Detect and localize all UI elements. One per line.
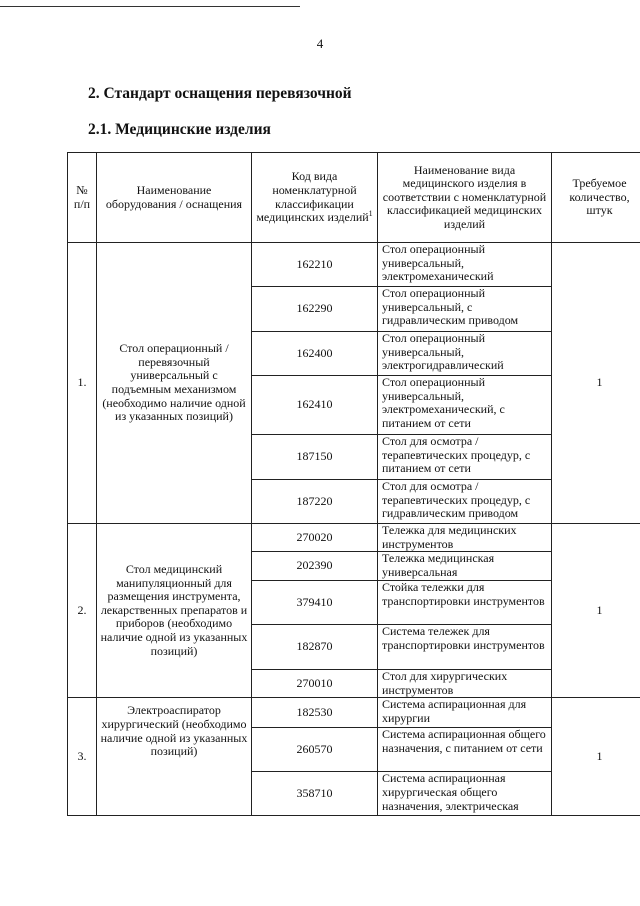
classification-code: 162210 — [252, 243, 378, 287]
section-heading: 2. Стандарт оснащения перевязочной — [88, 85, 352, 102]
header-num: № п/п — [68, 153, 97, 243]
header-equipment: Наименование оборудования / оснащения — [97, 153, 252, 243]
device-kind-name: Стол для хирургических инструментов — [378, 670, 552, 698]
table-header-row — [68, 153, 640, 243]
classification-code: 187150 — [252, 435, 378, 480]
device-kind-name: Стол операционный универсальный, электромеханический — [378, 243, 552, 287]
header-kind: Наименование вида медицинского изделия в соответствии с номенклатурной классификацией медицинских изделий — [378, 153, 552, 243]
device-kind-name: Стол для осмотра / терапевтических процедур, с питанием от сети — [378, 435, 552, 480]
required-quantity: 1 — [552, 524, 640, 698]
header-qty: Требуемое количество, штук — [552, 153, 640, 243]
device-kind-name: Стойка тележки для транспортировки инструментов — [378, 581, 552, 625]
classification-code: 162400 — [252, 332, 378, 376]
page-number: 4 — [316, 36, 324, 51]
header-code-text: Код вида номенклатурной классификации медицинских изделий — [256, 169, 369, 225]
device-kind-name: Тележка медицинская универсальная — [378, 552, 552, 581]
table-row — [68, 698, 640, 728]
equipment-name: Стол медицинский манипуляционный для размещения инструмента, лекарственных препаратов и приборов (необходимо наличие одной из указанных позиций) — [97, 524, 252, 698]
table-row — [68, 524, 640, 552]
device-kind-name: Система аспирационная общего назначения, с питанием от сети — [378, 728, 552, 772]
required-quantity: 1 — [552, 243, 640, 524]
device-kind-name: Стол операционный универсальный, с гидравлическим приводом — [378, 287, 552, 332]
device-kind-name: Система тележек для транспортировки инструментов — [378, 625, 552, 670]
device-kind-name: Стол операционный универсальный, электрогидравлический — [378, 332, 552, 376]
row-number: 3. — [68, 698, 97, 816]
table-row — [68, 243, 640, 287]
classification-code: 182870 — [252, 625, 378, 670]
classification-code: 187220 — [252, 480, 378, 524]
header-code-footnote: 1 — [368, 209, 373, 219]
row-number: 2. — [68, 524, 97, 698]
classification-code: 270020 — [252, 524, 378, 552]
row-number: 1. — [68, 243, 97, 524]
top-rule — [0, 6, 300, 7]
device-kind-name: Тележка для медицинских инструментов — [378, 524, 552, 552]
device-kind-name: Система аспирационная хирургическая общего назначения, электрическая — [378, 772, 552, 816]
classification-code: 260570 — [252, 728, 378, 772]
device-kind-name: Система аспирационная для хирургии — [378, 698, 552, 728]
classification-code: 270010 — [252, 670, 378, 698]
required-quantity: 1 — [552, 698, 640, 816]
classification-code: 358710 — [252, 772, 378, 816]
device-kind-name: Стол операционный универсальный, электромеханический, с питанием от сети — [378, 376, 552, 435]
equipment-name: Электроаспиратор хирургический (необходимо наличие одной из указанных позиций) — [97, 698, 252, 816]
classification-code: 162410 — [252, 376, 378, 435]
classification-code: 379410 — [252, 581, 378, 625]
equipment-name: Стол операционный / перевязочный универсальный с подъемным механизмом (необходимо наличие одной из указанных позиций) — [97, 243, 252, 524]
equipment-table — [67, 152, 640, 816]
subsection-heading: 2.1. Медицинские изделия — [88, 121, 271, 138]
classification-code: 182530 — [252, 698, 378, 728]
header-code — [252, 153, 378, 243]
device-kind-name: Стол для осмотра / терапевтических процедур, с гидравлическим приводом — [378, 480, 552, 524]
classification-code: 162290 — [252, 287, 378, 332]
classification-code: 202390 — [252, 552, 378, 581]
